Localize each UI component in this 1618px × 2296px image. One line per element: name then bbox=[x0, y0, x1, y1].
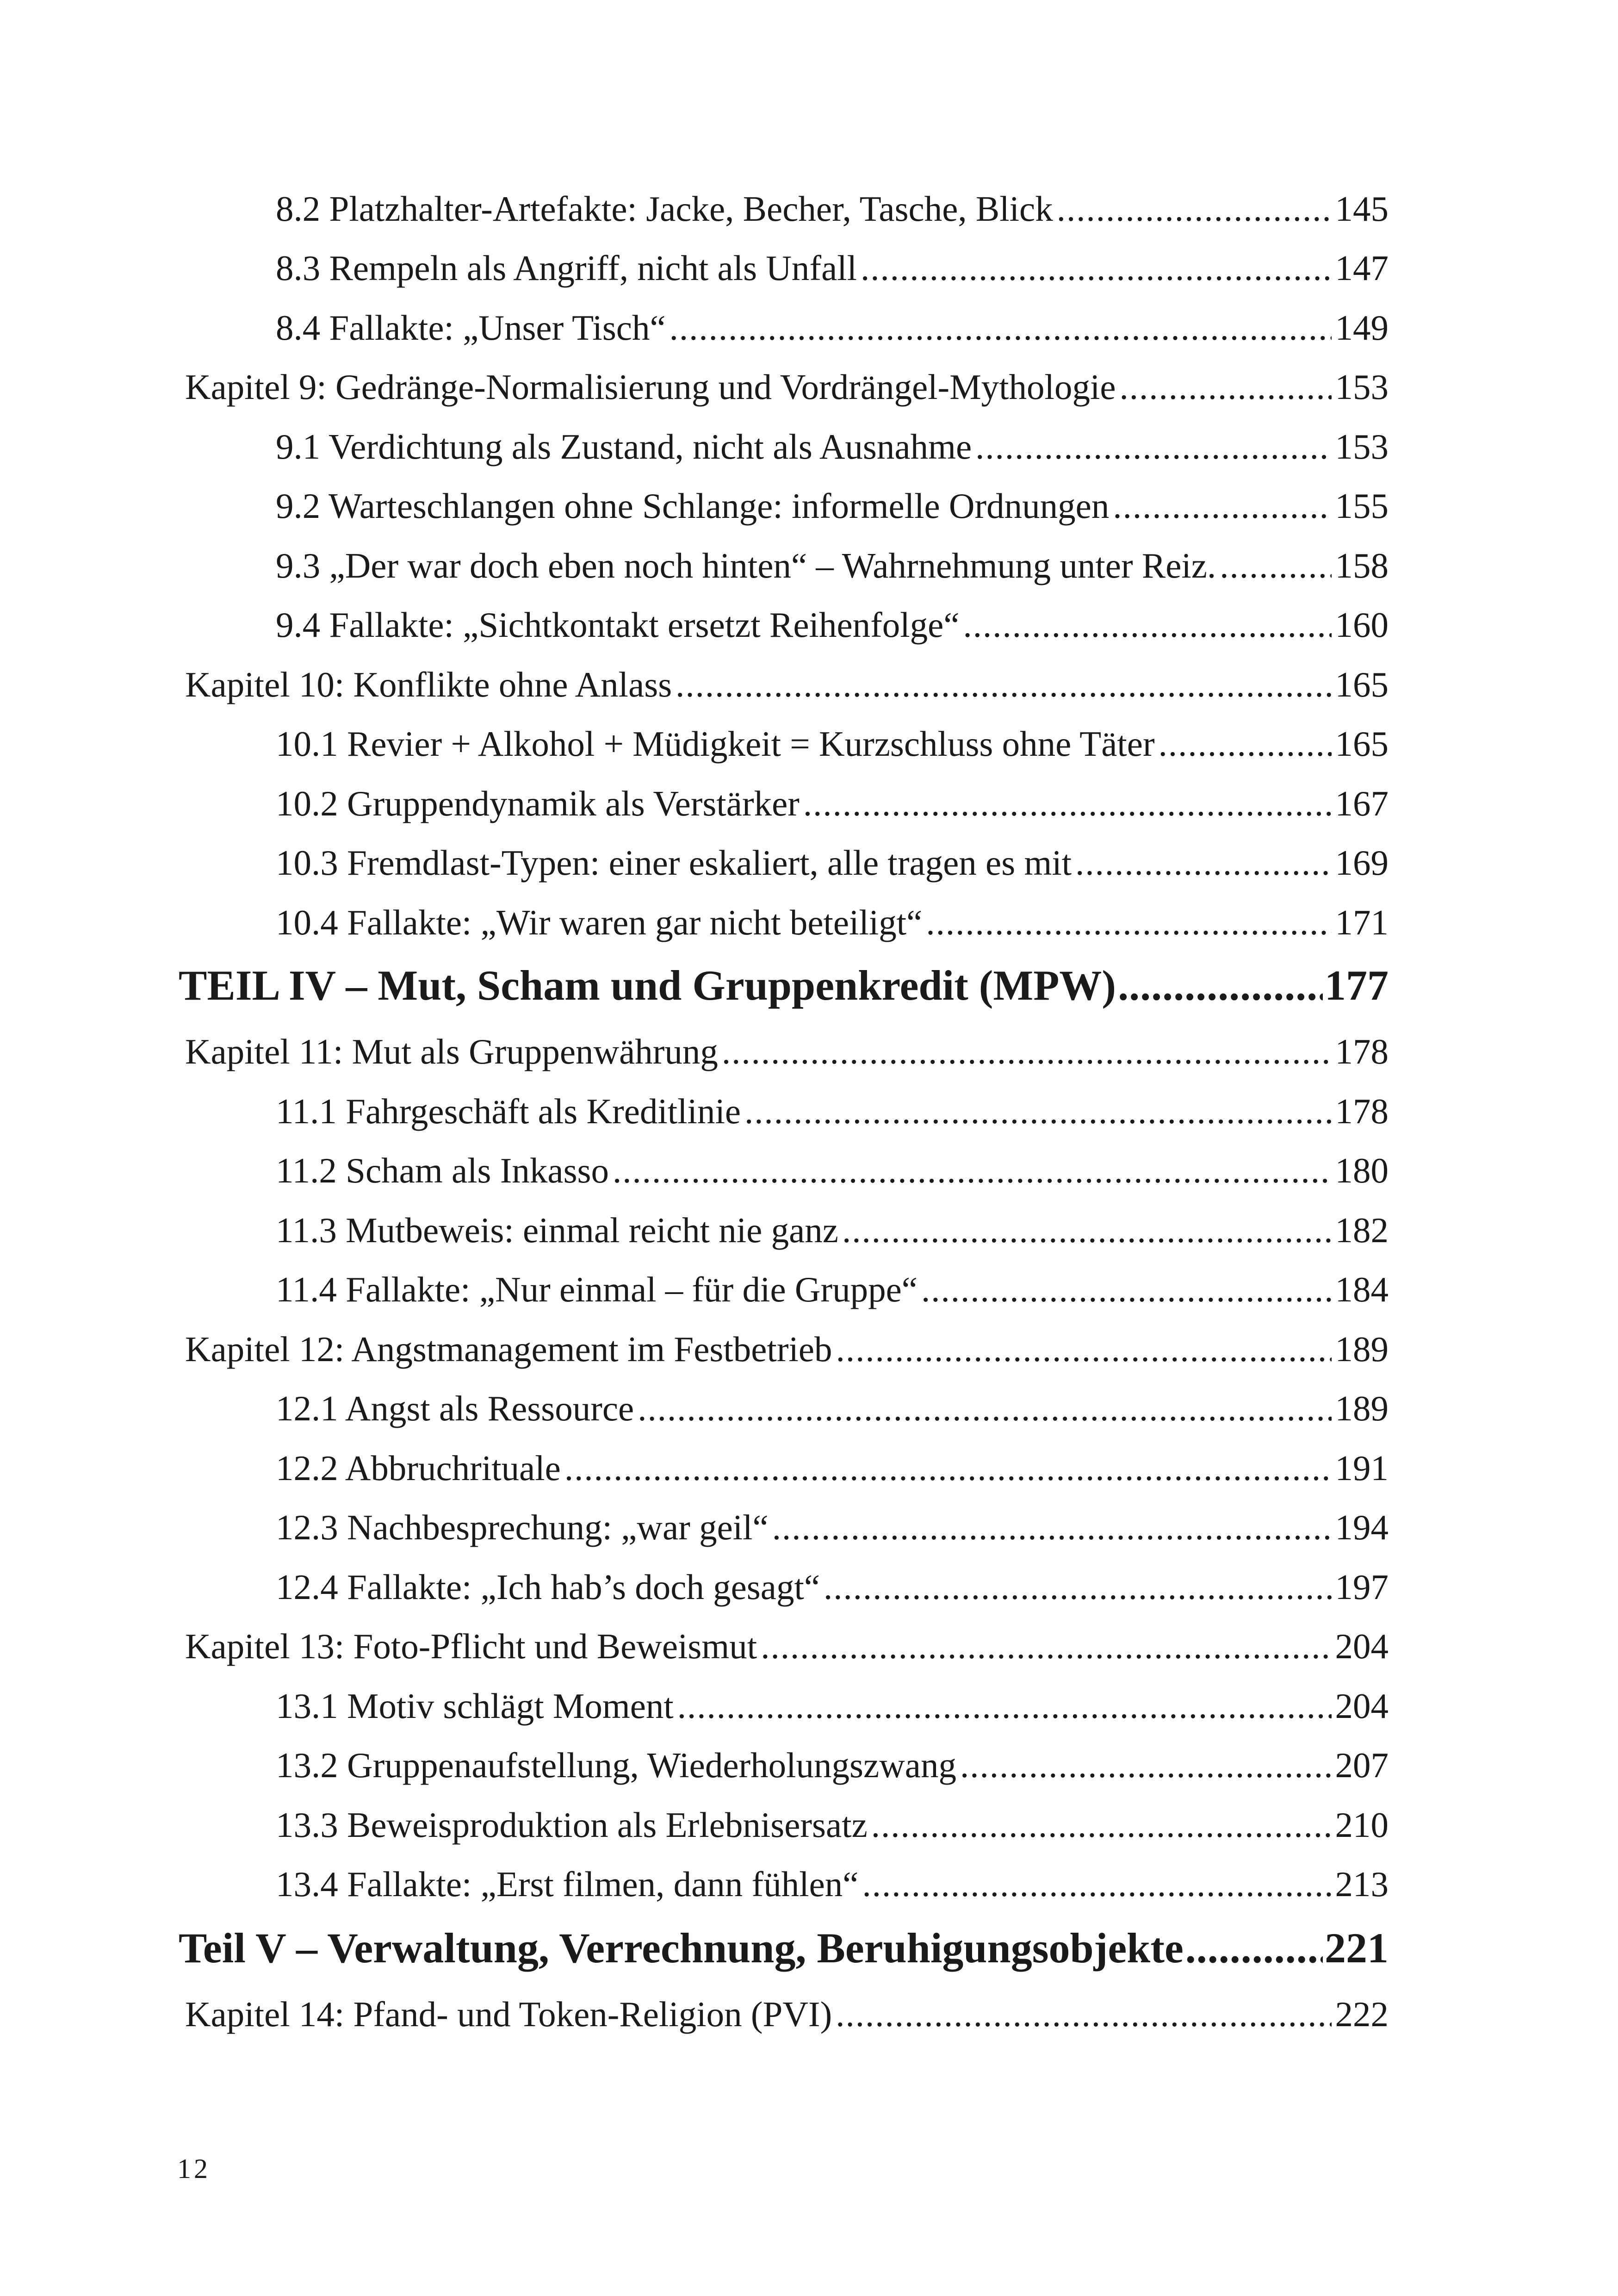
toc-entry-section bbox=[276, 896, 1389, 948]
toc-entry-section bbox=[276, 1263, 1389, 1315]
entry-page: 147 bbox=[1335, 248, 1389, 288]
dot-leader bbox=[921, 1263, 1332, 1315]
entry-title: 12.1 Angst als Ressource bbox=[276, 1388, 634, 1428]
entry-title: 12.3 Nachbesprechung: „war geil“ bbox=[276, 1507, 769, 1547]
entry-page: 178 bbox=[1335, 1032, 1389, 1071]
toc-entry-section bbox=[276, 1858, 1389, 1910]
entry-page: 165 bbox=[1335, 724, 1389, 764]
entry-title: Kapitel 14: Pfand- und Token-Religion (PVI) bbox=[185, 1994, 832, 2034]
dot-leader bbox=[670, 302, 1332, 354]
dot-leader bbox=[1075, 837, 1331, 889]
toc-entry-section bbox=[276, 183, 1389, 235]
dot-leader bbox=[638, 1382, 1331, 1434]
toc-entry-section bbox=[276, 1680, 1389, 1732]
toc-entry-chapter bbox=[185, 659, 1389, 710]
entry-title: 9.3 „Der war doch eben noch hinten“ – Wahrnehmung unter Reiz. bbox=[276, 546, 1216, 585]
entry-page: 155 bbox=[1335, 486, 1389, 526]
toc-entry-chapter bbox=[185, 1620, 1389, 1672]
dot-leader bbox=[761, 1620, 1331, 1672]
entry-page: 191 bbox=[1335, 1448, 1389, 1488]
toc-entry-section bbox=[276, 599, 1389, 651]
entry-title: Teil V – Verwaltung, Verrechnung, Beruhigungsobjekte bbox=[179, 1924, 1184, 1972]
entry-title: Kapitel 13: Foto-Pflicht und Beweismut bbox=[185, 1626, 757, 1666]
entry-page: 171 bbox=[1335, 902, 1389, 942]
dot-leader bbox=[871, 1799, 1332, 1851]
entry-title: 8.4 Fallakte: „Unser Tisch“ bbox=[276, 308, 666, 348]
entry-page: 180 bbox=[1335, 1151, 1389, 1190]
entry-page: 145 bbox=[1335, 189, 1389, 229]
dot-leader bbox=[1220, 540, 1331, 591]
dot-leader bbox=[803, 778, 1332, 829]
entry-page: 160 bbox=[1335, 605, 1389, 645]
toc-entry-section bbox=[276, 540, 1389, 591]
dot-leader bbox=[1185, 1922, 1323, 1974]
entry-page: 189 bbox=[1335, 1388, 1389, 1428]
toc-entry-section bbox=[276, 837, 1389, 889]
entry-page: 177 bbox=[1325, 962, 1389, 1009]
entry-page: 169 bbox=[1335, 843, 1389, 883]
toc-entry-section bbox=[276, 1145, 1389, 1196]
toc-entry-part bbox=[179, 1922, 1389, 1974]
entry-page: 222 bbox=[1335, 1994, 1389, 2034]
entry-page: 153 bbox=[1335, 427, 1389, 467]
dot-leader bbox=[1057, 183, 1332, 235]
entry-title: 13.1 Motiv schlägt Moment bbox=[276, 1686, 674, 1726]
entry-title: Kapitel 9: Gedränge-Normalisierung und Vordrängel-Mythologie bbox=[185, 367, 1116, 407]
dot-leader bbox=[836, 1988, 1331, 2040]
entry-page: 153 bbox=[1335, 367, 1389, 407]
toc-entry-section bbox=[276, 480, 1389, 532]
toc-entry-chapter bbox=[185, 361, 1389, 413]
dot-leader bbox=[1113, 480, 1331, 532]
entry-page: 207 bbox=[1335, 1745, 1389, 1785]
toc-entry-chapter bbox=[185, 1323, 1389, 1375]
entry-title: 10.3 Fremdlast-Typen: einer eskaliert, alle tragen es mit bbox=[276, 843, 1072, 883]
entry-page: 149 bbox=[1335, 308, 1389, 348]
toc-entry-chapter bbox=[185, 1988, 1389, 2040]
entry-page: 158 bbox=[1335, 546, 1389, 585]
toc-entry-section bbox=[276, 421, 1389, 473]
entry-page: 197 bbox=[1335, 1567, 1389, 1607]
entry-title: 10.1 Revier + Alkohol + Müdigkeit = Kurzschluss ohne Täter bbox=[276, 724, 1155, 764]
toc-entry-section bbox=[276, 1085, 1389, 1137]
dot-leader bbox=[842, 1204, 1332, 1256]
entry-page: 210 bbox=[1335, 1805, 1389, 1845]
toc-entry-section bbox=[276, 1739, 1389, 1791]
entry-title: Kapitel 12: Angstmanagement im Festbetrieb bbox=[185, 1329, 832, 1369]
toc-entry-section bbox=[276, 1799, 1389, 1851]
dot-leader bbox=[676, 659, 1331, 710]
toc-entry-section bbox=[276, 302, 1389, 354]
dot-leader bbox=[564, 1442, 1332, 1494]
dot-leader bbox=[722, 1026, 1332, 1077]
dot-leader bbox=[836, 1323, 1332, 1375]
dot-leader bbox=[960, 1739, 1332, 1791]
toc-entry-section bbox=[276, 1442, 1389, 1494]
dot-leader bbox=[1159, 718, 1332, 770]
entry-title: 10.2 Gruppendynamik als Verstärker bbox=[276, 784, 800, 823]
toc-entry-section bbox=[276, 242, 1389, 294]
entry-title: Kapitel 11: Mut als Gruppenwährung bbox=[185, 1032, 718, 1071]
entry-page: 182 bbox=[1335, 1210, 1389, 1250]
toc-entry-section bbox=[276, 1501, 1389, 1553]
dot-leader bbox=[963, 599, 1332, 651]
page-number: 12 bbox=[177, 2153, 211, 2184]
entry-title: 8.3 Rempeln als Angriff, nicht als Unfall bbox=[276, 248, 857, 288]
entry-page: 213 bbox=[1335, 1864, 1389, 1904]
entry-title: 11.1 Fahrgeschäft als Kreditlinie bbox=[276, 1091, 741, 1131]
entry-title: 13.3 Beweisproduktion als Erlebnisersatz bbox=[276, 1805, 868, 1845]
dot-leader bbox=[613, 1145, 1332, 1196]
entry-page: 204 bbox=[1335, 1626, 1389, 1666]
entry-title: 11.3 Mutbeweis: einmal reicht nie ganz bbox=[276, 1210, 838, 1250]
dot-leader bbox=[1120, 361, 1332, 413]
entry-page: 167 bbox=[1335, 784, 1389, 823]
entry-title: Kapitel 10: Konflikte ohne Anlass bbox=[185, 665, 672, 704]
entry-title: 10.4 Fallakte: „Wir waren gar nicht beteiligt“ bbox=[276, 902, 923, 942]
entry-title: 9.2 Warteschlangen ohne Schlange: informelle Ordnungen bbox=[276, 486, 1110, 526]
entry-title: 11.4 Fallakte: „Nur einmal – für die Gruppe“ bbox=[276, 1269, 917, 1309]
toc-entry-section bbox=[276, 1561, 1389, 1613]
entry-title: 9.4 Fallakte: „Sichtkontakt ersetzt Reihenfolge“ bbox=[276, 605, 960, 645]
dot-leader bbox=[677, 1680, 1332, 1732]
dot-leader bbox=[772, 1501, 1332, 1553]
entry-page: 221 bbox=[1325, 1924, 1389, 1972]
dot-leader bbox=[862, 1858, 1331, 1910]
entry-page: 165 bbox=[1335, 665, 1389, 704]
entry-title: 9.1 Verdichtung als Zustand, nicht als Ausnahme bbox=[276, 427, 972, 467]
entry-title: 13.2 Gruppenaufstellung, Wiederholungszwang bbox=[276, 1745, 956, 1785]
toc-entry-section bbox=[276, 778, 1389, 829]
toc-entry-section bbox=[276, 1204, 1389, 1256]
entry-title: 13.4 Fallakte: „Erst filmen, dann fühlen“ bbox=[276, 1864, 859, 1904]
dot-leader bbox=[926, 896, 1331, 948]
dot-leader bbox=[1118, 959, 1323, 1011]
toc-entry-section bbox=[276, 1382, 1389, 1434]
dot-leader bbox=[744, 1085, 1331, 1137]
toc-entry-part bbox=[179, 959, 1389, 1011]
entry-title: 12.4 Fallakte: „Ich hab’s doch gesagt“ bbox=[276, 1567, 820, 1607]
entry-title: TEIL IV – Mut, Scham und Gruppenkredit (MPW) bbox=[179, 962, 1116, 1009]
toc-entry-chapter bbox=[185, 1026, 1389, 1077]
toc-entry-section bbox=[276, 718, 1389, 770]
dot-leader bbox=[824, 1561, 1331, 1613]
dot-leader bbox=[975, 421, 1331, 473]
entry-page: 194 bbox=[1335, 1507, 1389, 1547]
entry-title: 11.2 Scham als Inkasso bbox=[276, 1151, 609, 1190]
entry-page: 178 bbox=[1335, 1091, 1389, 1131]
entry-title: 12.2 Abbruchrituale bbox=[276, 1448, 561, 1488]
dot-leader bbox=[861, 242, 1331, 294]
entry-title: 8.2 Platzhalter-Artefakte: Jacke, Becher, Tasche, Blick bbox=[276, 189, 1053, 229]
entry-page: 204 bbox=[1335, 1686, 1389, 1726]
entry-page: 189 bbox=[1335, 1329, 1389, 1369]
entry-page: 184 bbox=[1335, 1269, 1389, 1309]
